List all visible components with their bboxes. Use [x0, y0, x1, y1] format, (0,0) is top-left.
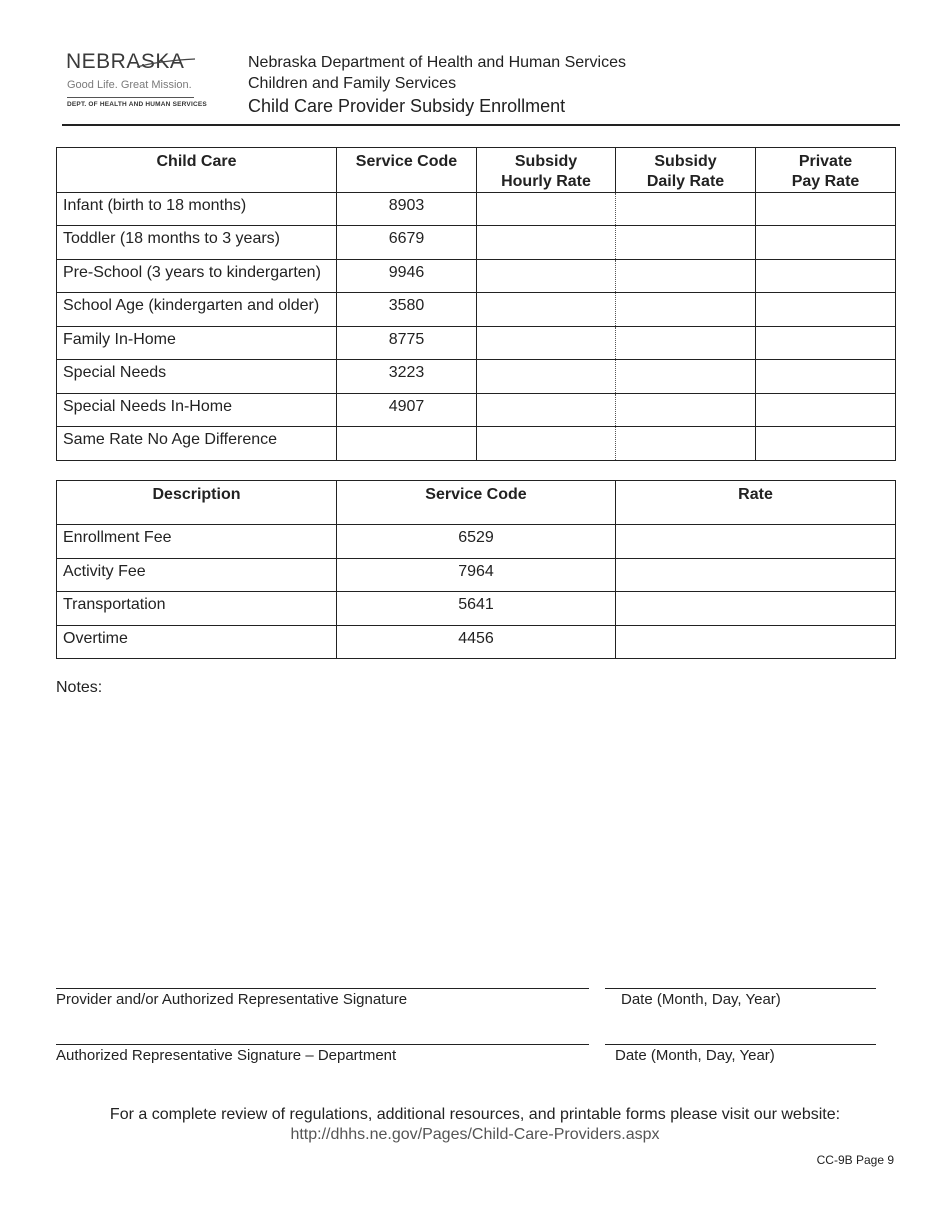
header-agency: Nebraska Department of Health and Human Services	[248, 54, 626, 71]
table-row	[57, 360, 896, 394]
col-hourly-rate	[477, 148, 616, 193]
logo-divider	[67, 97, 194, 98]
hourly-rate-cell[interactable]	[477, 226, 616, 260]
col-private-pay-1: Private	[798, 153, 853, 170]
fee-code: 6529	[337, 525, 616, 559]
fee-code: 5641	[337, 592, 616, 626]
hourly-rate-cell[interactable]	[477, 427, 616, 461]
fee-rate-cell[interactable]	[616, 592, 896, 626]
row-code: 8775	[337, 327, 477, 360]
private-pay-cell[interactable]	[756, 327, 896, 360]
provider-signature-line[interactable]	[56, 988, 589, 989]
table-row	[57, 260, 896, 293]
page-title: Child Care Provider Subsidy Enrollment	[248, 96, 566, 116]
header-division: Children and Family Services	[248, 75, 457, 92]
hourly-rate-cell[interactable]	[477, 394, 616, 427]
logo-wordmark: NEBRASKA	[66, 50, 185, 73]
logo-swoosh-icon	[135, 58, 197, 70]
private-pay-cell[interactable]	[756, 193, 896, 226]
header-divider	[62, 124, 900, 126]
fee-code: 4456	[337, 626, 616, 659]
logo-tagline: Good Life. Great Mission.	[67, 79, 192, 91]
rates-table	[56, 147, 896, 461]
row-label: Pre-School (3 years to kindergarten)	[57, 260, 337, 293]
col-service-code: Service Code	[337, 148, 477, 193]
row-code: 3223	[337, 360, 477, 394]
row-code[interactable]	[337, 427, 477, 461]
fee-label: Overtime	[57, 626, 337, 659]
col-hourly-rate-1: Subsidy	[514, 153, 578, 170]
page-number: CC-9B Page 9	[816, 1153, 894, 1167]
row-label: School Age (kindergarten and older)	[57, 293, 337, 327]
fee-label: Enrollment Fee	[57, 525, 337, 559]
row-code: 3580	[337, 293, 477, 327]
private-pay-cell[interactable]	[756, 427, 896, 461]
col-private-pay-2: Pay Rate	[791, 173, 860, 190]
daily-rate-cell[interactable]	[616, 293, 756, 327]
fee-rate-cell[interactable]	[616, 559, 896, 592]
col-child-care: Child Care	[57, 148, 337, 193]
private-pay-cell[interactable]	[756, 226, 896, 260]
row-label: Special Needs	[57, 360, 337, 394]
private-pay-cell[interactable]	[756, 260, 896, 293]
notes-area[interactable]	[56, 700, 895, 970]
fee-code: 7964	[337, 559, 616, 592]
row-label: Special Needs In-Home	[57, 394, 337, 427]
daily-rate-cell[interactable]	[616, 226, 756, 260]
daily-rate-cell[interactable]	[616, 427, 756, 461]
row-code: 9946	[337, 260, 477, 293]
col-hourly-rate-2: Hourly Rate	[501, 173, 591, 190]
hourly-rate-cell[interactable]	[477, 360, 616, 394]
row-label: Toddler (18 months to 3 years)	[57, 226, 337, 260]
hourly-rate-cell[interactable]	[477, 327, 616, 360]
footer-text: For a complete review of regulations, additional resources, and printable forms please visit our website:	[109, 1106, 841, 1123]
daily-rate-cell[interactable]	[616, 260, 756, 293]
notes-label: Notes:	[56, 679, 103, 696]
table-row	[57, 193, 896, 226]
provider-date-line[interactable]	[605, 988, 876, 989]
row-code: 6679	[337, 226, 477, 260]
table-row	[57, 293, 896, 327]
table-row	[57, 626, 896, 659]
fee-rate-cell[interactable]	[616, 626, 896, 659]
daily-rate-cell[interactable]	[616, 394, 756, 427]
table-row	[57, 394, 896, 427]
col-description: Description	[57, 481, 337, 525]
fees-header-row	[57, 481, 896, 525]
table-row	[57, 559, 896, 592]
table-row	[57, 525, 896, 559]
provider-date-label: Date (Month, Day, Year)	[621, 991, 781, 1008]
row-label: Infant (birth to 18 months)	[57, 193, 337, 226]
rates-header-row	[57, 148, 896, 193]
hourly-rate-cell[interactable]	[477, 193, 616, 226]
provider-signature-label: Provider and/or Authorized Representative Signature	[56, 991, 408, 1008]
daily-rate-cell[interactable]	[616, 327, 756, 360]
fees-table	[56, 480, 896, 659]
table-row	[57, 226, 896, 260]
fee-label: Activity Fee	[57, 559, 337, 592]
row-code: 8903	[337, 193, 477, 226]
private-pay-cell[interactable]	[756, 293, 896, 327]
footer-url-link[interactable]: http://dhhs.ne.gov/Pages/Child-Care-Providers.aspx	[290, 1126, 660, 1143]
table-row	[57, 327, 896, 360]
row-label: Family In-Home	[57, 327, 337, 360]
dept-signature-line[interactable]	[56, 1044, 589, 1045]
col-daily-rate-1: Subsidy	[654, 153, 717, 170]
hourly-rate-cell[interactable]	[477, 293, 616, 327]
daily-rate-cell[interactable]	[616, 360, 756, 394]
table-row	[57, 592, 896, 626]
hourly-rate-cell[interactable]	[477, 260, 616, 293]
row-code: 4907	[337, 394, 477, 427]
row-label: Same Rate No Age Difference	[57, 427, 337, 461]
private-pay-cell[interactable]	[756, 360, 896, 394]
dept-date-line[interactable]	[605, 1044, 876, 1045]
col-fee-service-code: Service Code	[337, 481, 616, 525]
fee-rate-cell[interactable]	[616, 525, 896, 559]
table-row	[57, 427, 896, 461]
fee-label: Transportation	[57, 592, 337, 626]
private-pay-cell[interactable]	[756, 394, 896, 427]
col-private-pay-rate	[756, 148, 896, 193]
dept-signature-label: Authorized Representative Signature – Department	[56, 1047, 397, 1064]
logo-dept: DEPT. OF HEALTH AND HUMAN SERVICES	[67, 101, 207, 108]
dept-date-label: Date (Month, Day, Year)	[615, 1047, 775, 1064]
col-daily-rate-2: Daily Rate	[646, 173, 725, 190]
daily-rate-cell[interactable]	[616, 193, 756, 226]
col-fee-rate: Rate	[616, 481, 896, 525]
col-daily-rate	[616, 148, 756, 193]
